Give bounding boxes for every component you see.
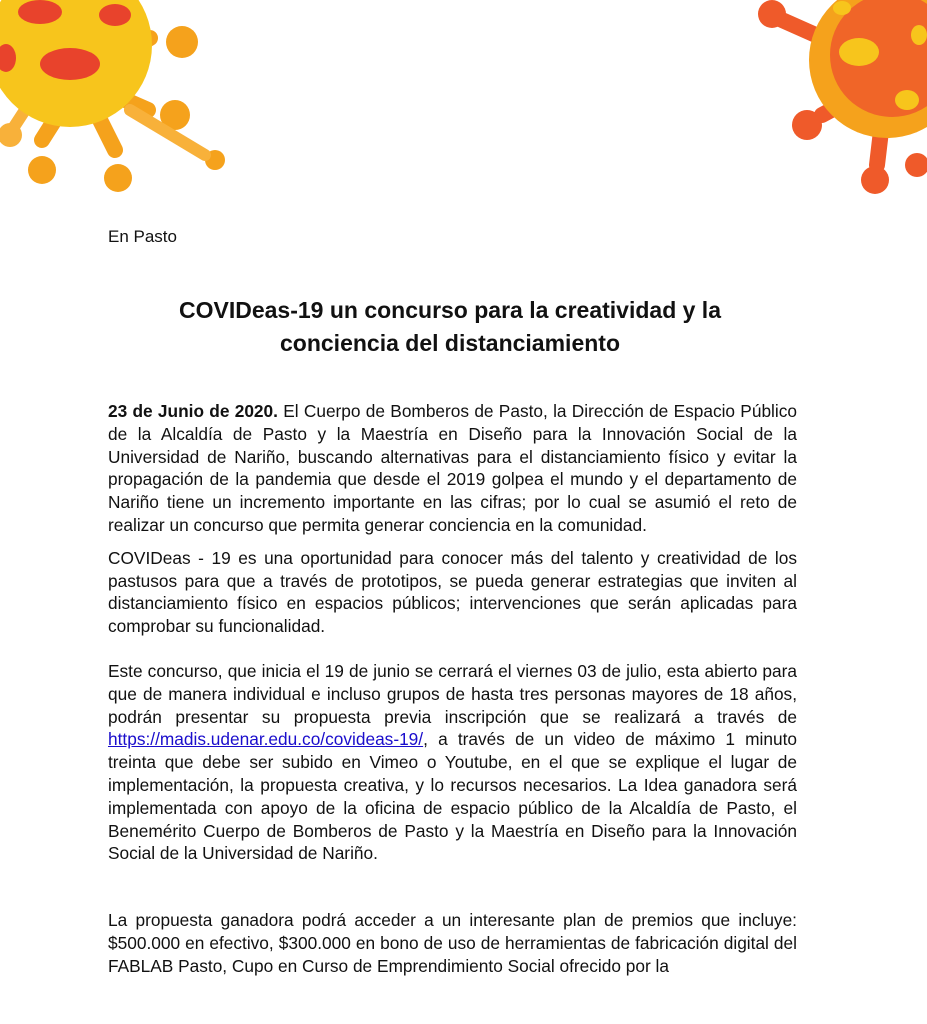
virus-illustration-right — [727, 0, 927, 205]
location-line: En Pasto — [108, 227, 177, 246]
title-line-2: conciencia del distanciamiento — [280, 330, 620, 356]
paragraph-1 — [108, 400, 797, 537]
page-title — [60, 294, 840, 360]
paragraph-4: La propuesta ganadora podrá acceder a un interesante plan de premios que incluye: $500.000 en efectivo, $300.000 en bono de uso de herramientas de fabricación digital del FABLAB Pasto, Cupo en Curso de Emprendimiento Social ofrecido por la — [108, 910, 797, 976]
article-date: 23 de Junio de 2020. — [108, 401, 278, 421]
article-body — [108, 400, 797, 978]
paragraph-3-text-after: , a través de un video de máximo 1 minuto treinta que debe ser subido en Vimeo o Youtube, en el que se explique el lugar de implementación, la propuesta creativa, y lo recursos necesarios. La Idea ganadora será implementada con apoyo de la oficina de espacio público de la Alcaldía de Pasto, el Benemérito Cuerpo de Bomberos de Pasto y la Maestría en Diseño para la Innovación Social de la Universidad de Nariño. — [108, 729, 797, 864]
virus-illustration-left — [0, 0, 280, 205]
title-line-1: COVIDeas-19 un concurso para la creatividad y la — [179, 297, 721, 323]
paragraph-3 — [108, 660, 797, 865]
registration-link[interactable]: https://madis.udenar.edu.co/covideas-19/ — [108, 729, 424, 750]
paragraph-2: COVIDeas - 19 es una oportunidad para conocer más del talento y creatividad de los pastusos para que a través de prototipos, se pueda generar estrategias que inviten al distanciamiento físico en espacios públicos; intervenciones que serán aplicadas para comprobar su funcionalidad. — [108, 547, 797, 637]
paragraph-1-text: El Cuerpo de Bomberos de Pasto, la Dirección de Espacio Público de la Alcaldía de Pasto y la Maestría en Diseño para la Innovación Social de la Universidad de Nariño, buscando alternativas para el distanciamiento físico y evitar la propagación de la pandemia que desde el 2019 golpea el mundo y el departamento de Nariño tiene un incremento importante en las cifras; por lo cual se asumió el reto de realizar un concurso que permita generar conciencia en la comunidad. — [108, 401, 797, 535]
paragraph-3-text-before: Este concurso, que inicia el 19 de junio se cerrará el viernes 03 de julio, esta abierto para que de manera individual e incluso grupos de hasta tres personas mayores de 18 años, podrán presentar su propuesta previa inscripción que se realizará a través de — [108, 660, 797, 727]
